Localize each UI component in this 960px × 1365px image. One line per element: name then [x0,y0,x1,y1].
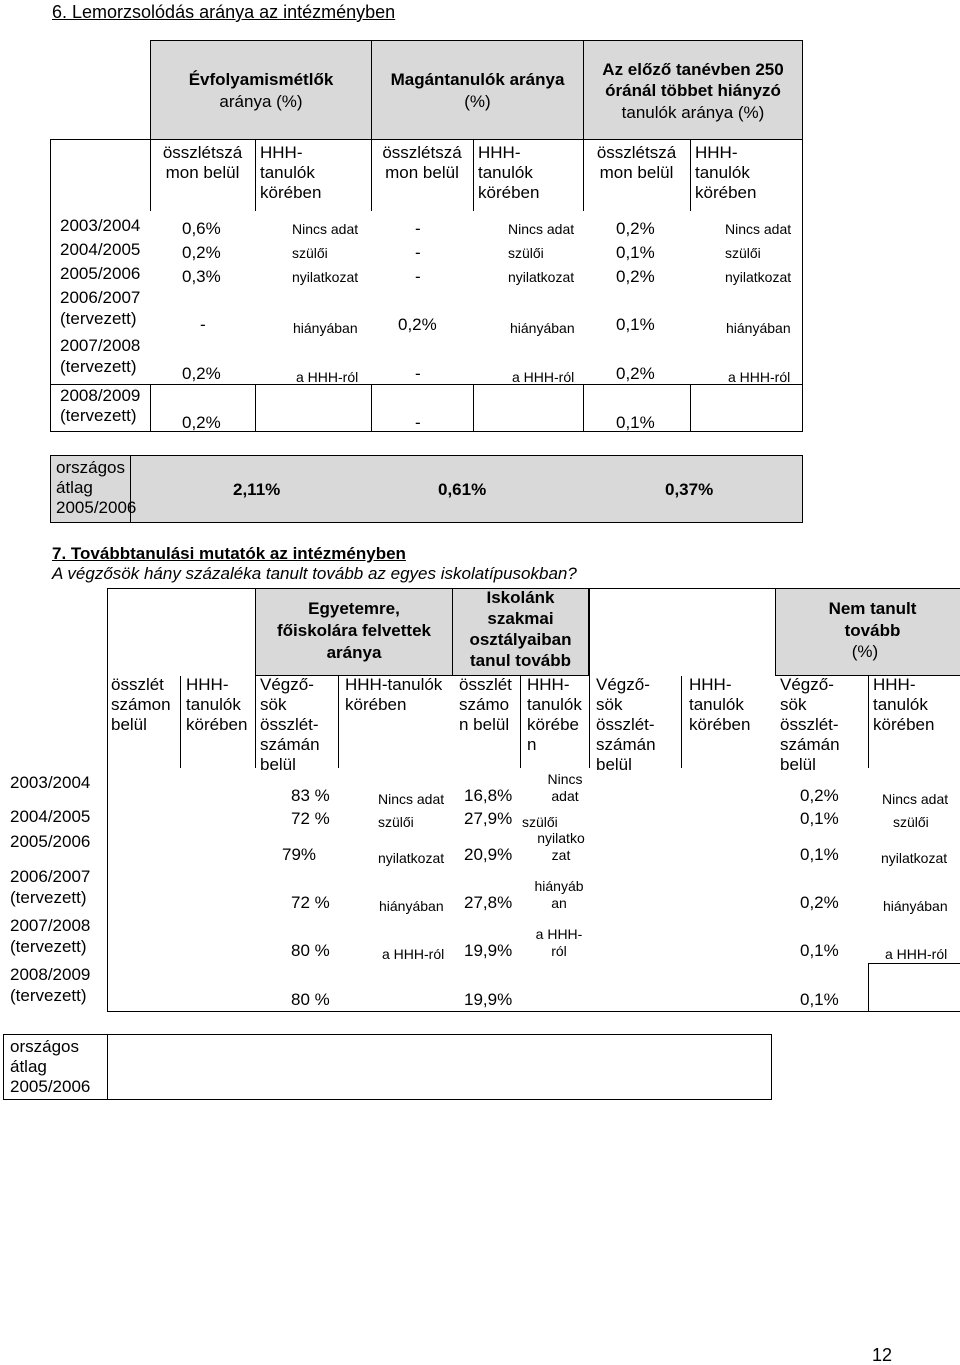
table-cell: 0,3% [182,267,221,286]
row-year: 2006/2007 [60,288,141,307]
table-cell: 0,2% [616,267,655,286]
national-average-row [3,1034,772,1100]
table-cell: Nincs adat [882,791,949,807]
group-header-no-further: Nem tanult tovább [828,599,917,640]
group-header-vocational: Iskolánk szakmai osztályaiban tanul tovább [469,588,572,670]
table-cell: szülői [292,245,328,261]
group-header-2a: Magántanulók aránya [390,70,565,89]
table-cell: 0,1% [800,845,839,864]
sub-header: összlétszá mon belül [162,143,243,182]
table-cell: Nincs adat [508,221,575,237]
national-average-value: 0,61% [438,480,487,499]
row-year: 2004/2005 [60,240,141,259]
row-year: 2007/2008 [60,336,141,355]
row-year-note: (tervezett) [10,986,87,1005]
sub-header: HHH- tanulók körében [873,675,935,734]
group-header-1b: aránya (%) [219,92,303,111]
national-average-value: 2,11% [233,480,281,499]
group-header-cell [371,40,584,140]
sub-header: összlét számo n belül [459,675,512,734]
table-cell: 80 % [291,941,330,960]
table-cell: Nincs adat [292,221,359,237]
table-cell: 0,2% [182,364,221,383]
table-cell: hiányáb an [534,878,584,911]
table-cell: 19,9% [464,990,513,1009]
table-cell: szülői [725,245,761,261]
table-cell: 83 % [291,786,330,805]
table-cell: 0,2% [616,219,655,238]
table-cell: 0,1% [800,809,839,828]
table-cell: Nincs adat [378,791,445,807]
table-cell: - [415,413,421,432]
table-cell: a HHH-ról [512,369,575,385]
section6-title: 6. Lemorzsolódás aránya az intézményben [52,2,396,22]
table-cell: 0,2% [182,243,221,262]
table-cell: nyilatkozat [378,850,445,866]
row-year-note: (tervezett) [10,888,87,907]
table-cell: - [415,267,421,286]
table-cell: hiányában [510,320,575,336]
table-cell: a HHH- ról [535,926,583,959]
row-year: 2004/2005 [10,807,91,826]
row-year-note: (tervezett) [60,406,137,425]
group-header-3a: Az előző tanévben 250 [602,60,784,79]
row-year: 2005/2006 [10,832,91,851]
sub-header: összlét számon belül [111,675,171,734]
table-cell: 27,8% [464,893,513,912]
table-cell: nyilatkozat [881,850,948,866]
page-number: 12 [872,1345,893,1365]
row-year-note: (tervezett) [60,357,137,376]
group-header-3b: óránál többet hiányzó [605,81,781,100]
sub-header: Végző- sök összlét- számán belül [780,675,840,774]
row-year: 2003/2004 [10,773,91,792]
table-cell: 0,2% [800,893,839,912]
table-cell: 79% [282,845,317,864]
group-header-2b: (%) [464,92,491,111]
table-cell: 72 % [291,893,330,912]
table-cell: hiányában [883,898,948,914]
table-cell: szülői [508,245,544,261]
table-cell: 0,1% [616,413,655,432]
row-year: 2006/2007 [10,867,91,886]
row-year-note: (tervezett) [60,309,137,328]
table-cell: Nincs adat [725,221,792,237]
table-cell: 16,8% [464,786,513,805]
table-cell: a HHH-ról [382,946,445,962]
table-cell: 0,1% [800,941,839,960]
table-cell: 27,9% [464,809,513,828]
table-cell: - [200,315,206,334]
row-year: 2005/2006 [60,264,141,283]
group-header-1a: Évfolyamismétlők [188,70,334,89]
table-cell: hiányában [726,320,791,336]
national-average-label: országos átlag 2005/2006 [10,1037,91,1096]
national-average-value: 0,37% [665,480,714,499]
sub-header: HHH- tanulók körében [260,143,322,202]
row-year: 2003/2004 [60,216,141,235]
table-cell: - [415,243,421,262]
table-cell: 0,1% [800,990,839,1009]
table-cell: - [415,364,421,383]
table-cell: 0,6% [182,219,221,238]
group-header-3c: tanulók aránya (%) [621,103,765,122]
row-year: 2008/2009 [10,965,91,984]
sub-header: Végző- sök összlét- számán belül [260,675,320,774]
table-cell: 0,2% [800,786,839,805]
sub-header: HHH-tanulók körében [345,675,443,714]
table-cell: 0,2% [616,364,655,383]
table-cell: 0,2% [398,315,437,334]
table-cell: 0,1% [616,315,655,334]
sub-header: összlétszá mon belül [382,143,462,182]
row-year: 2007/2008 [10,916,91,935]
table-cell: nyilatkozat [508,269,575,285]
table-cell: nyilatko zat [537,830,585,863]
table-cell: - [415,219,421,238]
table-cell: 0,2% [182,413,221,432]
row-year-note: (tervezett) [10,937,87,956]
table-cell: a HHH-ról [728,369,791,385]
group-header-university: Egyetemre, főiskolára felvettek aránya [276,599,431,662]
table-cell: 19,9% [464,941,513,960]
table-cell: 0,1% [616,243,655,262]
sub-header: HHH- tanulók körében [186,675,248,734]
table-cell: hiányában [379,898,444,914]
table-cell: szülői [893,814,929,830]
table-cell: nyilatkozat [292,269,359,285]
table-cell: a HHH-ról [885,946,948,962]
section7-title: 7. Továbbtanulási mutatók az intézményben [52,544,406,563]
table-cell: szülői [522,814,558,830]
table-cell: 80 % [291,990,330,1009]
sub-header: HHH- tanulók körébe n [527,675,582,754]
table-cell: szülői [378,814,414,830]
table-cell: hiányában [293,320,358,336]
table-cell: 20,9% [464,845,513,864]
row-year: 2008/2009 [60,386,141,405]
section7-subtitle: A végzősök hány százaléka tanult tovább az egyes iskolatípusokban? [52,564,577,583]
sub-header: összlétszá mon belül [596,143,677,182]
national-average-label: országos átlag 2005/2006 [56,458,137,517]
sub-header: Végző- sök összlét- számán belül [596,675,656,774]
sub-header: HHH- tanulók körében [695,143,757,202]
table-cell: a HHH-ról [296,369,359,385]
sub-header: HHH- tanulók körében [478,143,540,202]
table-cell: nyilatkozat [725,269,792,285]
table-cell: 72 % [291,809,330,828]
group-header-percent: (%) [851,642,879,661]
sub-header: HHH- tanulók körében [689,675,751,734]
group-header-cell [150,40,372,140]
table-cell: Nincs adat [547,771,583,804]
